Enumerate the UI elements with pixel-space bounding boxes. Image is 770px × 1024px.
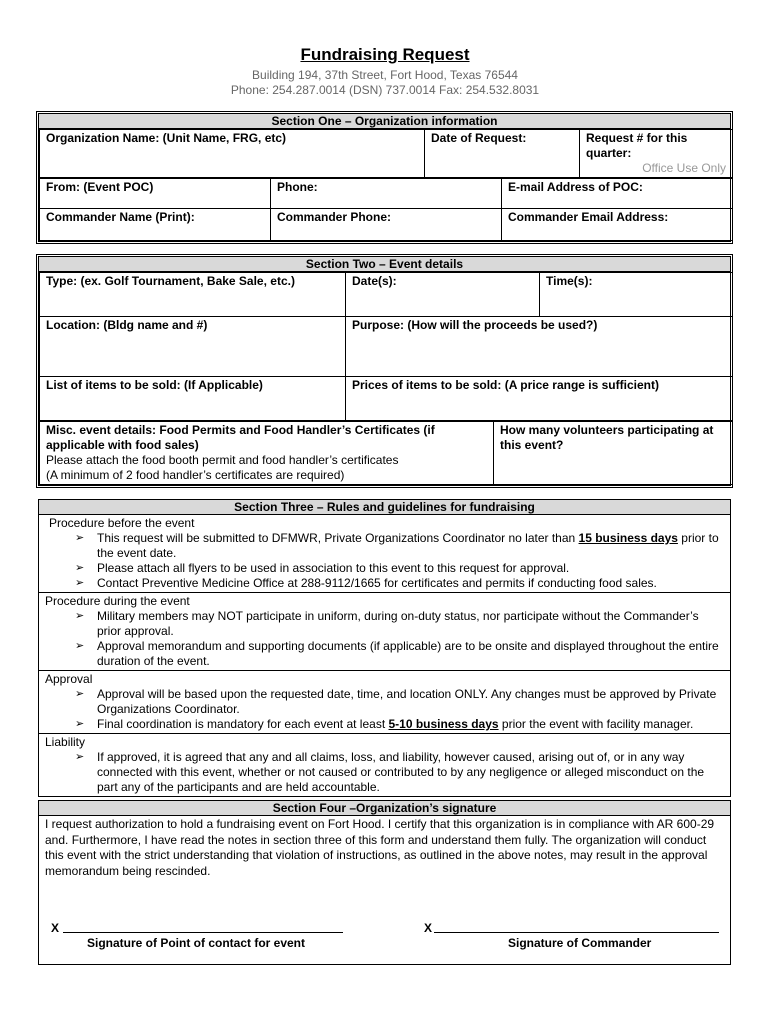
poc-table <box>39 178 733 241</box>
misc-note-1: Please attach the food booth permit and food handler’s certificates <box>46 453 399 467</box>
list-item: ➢ If approved, it is agreed that any and all claims, loss, and liability, however caused, arising out of, or in any way connected with this event, whether or not caused or contributed to by any negligence or alleged misconduct on the part any of the participants and are held accountable. <box>75 750 724 795</box>
event-dates-field[interactable]: Date(s): <box>346 273 540 317</box>
list-item: ➢ This request will be submitted to DFMWR, Private Organizations Coordinator no later than 15 business days prior to the event date. <box>75 531 724 561</box>
date-request-field[interactable]: Date of Request: <box>425 130 580 178</box>
certification-text: I request authorization to hold a fundraising event on Fort Hood. I certify that this organization is in compliance with AR 600-29 and. Furthermore, I have read the notes in section three of this form and understand them fully. The organization will conduct this event with the strict understanding that violation of instructions, as outlined in the above notes, may result in the approval memorandum being rescinded. <box>45 817 715 878</box>
event-poc-field[interactable]: From: (Event POC) <box>40 179 271 209</box>
list-item: ➢ Final coordination is mandatory for each event at least 5-10 business days prior the event with facility manager. <box>75 717 724 732</box>
poc-signature-label: Signature of Point of contact for event <box>87 936 306 950</box>
location-field[interactable]: Location: (Bldg name and #) <box>40 317 346 377</box>
list-item: ➢ Approval memorandum and supporting documents (if applicable) are to be onsite and displayed throughout the entire duration of the event. <box>75 639 724 669</box>
during-event-block <box>39 593 730 671</box>
section-two-heading: Section Two – Event details <box>39 257 730 272</box>
event-times-field[interactable]: Time(s): <box>540 273 733 317</box>
request-number-field[interactable] <box>580 130 733 178</box>
liability-title: Liability <box>45 735 86 749</box>
poc-phone-field[interactable]: Phone: <box>271 179 502 209</box>
office-use-label: Office Use Only <box>642 161 726 175</box>
before-event-title: Procedure before the event <box>49 516 195 530</box>
items-sold-field[interactable]: List of items to be sold: (If Applicable) <box>40 377 346 421</box>
list-item: ➢ Military members may NOT participate in uniform, during on-duty status, nor participate without the Commander’s prior approval. <box>75 609 724 639</box>
misc-note-2: (A minimum of 2 food handler’s certificates are required) <box>46 468 345 482</box>
during-event-title: Procedure during the event <box>45 594 190 608</box>
poc-signature-line[interactable] <box>63 932 343 933</box>
misc-details-field[interactable] <box>40 422 494 485</box>
commander-phone-field[interactable]: Commander Phone: <box>271 209 502 241</box>
purpose-field[interactable]: Purpose: (How will the proceeds be used?) <box>346 317 733 377</box>
section-one-heading: Section One – Organization information <box>39 114 730 129</box>
poc-email-field[interactable]: E-mail Address of POC: <box>502 179 733 209</box>
commander-email-field[interactable]: Commander Email Address: <box>502 209 733 241</box>
section-two <box>38 256 731 486</box>
section-three <box>38 499 731 797</box>
address-line: Building 194, 37th Street, Fort Hood, Texas 76544 <box>252 68 518 82</box>
commander-signature-x: X <box>424 921 433 935</box>
organization-table <box>39 129 733 178</box>
form-title: Fundraising Request <box>300 45 470 64</box>
event-details-table <box>39 272 733 421</box>
phone-line: Phone: 254.287.0014 (DSN) 737.0014 Fax: 254.532.8031 <box>230 83 540 97</box>
request-number-label: Request # for this quarter: <box>586 131 688 160</box>
list-item: ➢ Approval will be based upon the requested date, time, and location ONLY. Any changes must be approved by Private Organizations Coordinator. <box>75 687 724 717</box>
list-item: ➢ Please attach all flyers to be used in association to this event to this request for approval. <box>75 561 724 576</box>
approval-block <box>39 671 730 734</box>
before-event-block <box>39 515 730 593</box>
prices-field[interactable]: Prices of items to be sold: (A price range is sufficient) <box>346 377 733 421</box>
liability-block <box>39 734 730 796</box>
commander-name-field[interactable]: Commander Name (Print): <box>40 209 271 241</box>
misc-table <box>39 421 733 485</box>
misc-details-label: Misc. event details: Food Permits and Food Handler’s Certificates (if applicable with food sales) <box>46 423 435 452</box>
section-four-heading: Section Four –Organization’s signature <box>39 801 730 816</box>
approval-title: Approval <box>45 672 93 686</box>
poc-signature-x: X <box>51 921 60 935</box>
org-name-field[interactable]: Organization Name: (Unit Name, FRG, etc) <box>40 130 425 178</box>
section-four <box>38 800 731 965</box>
commander-signature-label: Signature of Commander <box>508 936 652 950</box>
list-item: ➢ Contact Preventive Medicine Office at 288-9112/1665 for certificates and permits if conducting food sales. <box>75 576 724 591</box>
section-three-heading: Section Three – Rules and guidelines for fundraising <box>39 500 730 515</box>
commander-signature-line[interactable] <box>434 932 719 933</box>
section-one <box>38 113 731 242</box>
volunteers-field[interactable]: How many volunteers participating at this event? <box>494 422 733 485</box>
event-type-field[interactable]: Type: (ex. Golf Tournament, Bake Sale, etc.) <box>40 273 346 317</box>
